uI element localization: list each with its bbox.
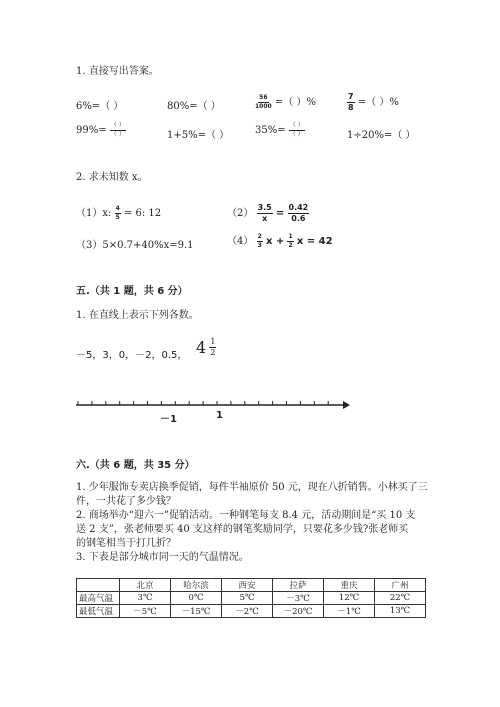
q1-row1-b: 80%=（ ） bbox=[167, 101, 221, 112]
section6-q3: 3. 下表是部分城市同一天的气温情况。 bbox=[76, 552, 249, 563]
section6-q2-line3: 的钢笔相当于打几折？ bbox=[76, 538, 176, 549]
arrow-right-icon bbox=[343, 401, 350, 409]
q1-row2-c: 35%= $\frac{( )}{( )}$ bbox=[255, 122, 304, 138]
temperature-table bbox=[76, 578, 426, 618]
table-cell: －3℃ bbox=[273, 592, 324, 605]
table-cell: －5℃ bbox=[120, 605, 171, 618]
equation-1: （1）x: $\frac{4}{5}$ = 6: 12 bbox=[76, 205, 162, 221]
section5-q1: 1. 在直线上表示下列各数。 bbox=[76, 310, 199, 321]
q1-row2-a: 99%= $\frac{( )}{( )}$ bbox=[76, 122, 125, 138]
table-cell: 5℃ bbox=[222, 592, 273, 605]
q1-row1-c: $\frac{56}{1000}$ =（ ）% bbox=[255, 94, 316, 110]
section6-q2-line2: 送 2 支”，张老师要买 40 支这样的钢笔奖励同学，只要花多少钱?张老师买 bbox=[76, 524, 409, 535]
table-cell: 3℃ bbox=[120, 592, 171, 605]
section6-q2-line1: 2. 商场举办“迎六一”促销活动。一种钢笔每支 8.4 元，活动期间是“买 10 支 bbox=[76, 510, 416, 521]
table-cell: 13℃ bbox=[375, 605, 426, 618]
numbers-list: －5，3，0，－2，0.5， bbox=[76, 350, 188, 361]
section5-heading: 五.（共 1 题，共 6 分） bbox=[76, 286, 188, 297]
table-cell: 12℃ bbox=[324, 592, 375, 605]
table-cell: －20℃ bbox=[273, 605, 324, 618]
q1-row1-d: $\frac{7}{8}$ =（ ）% bbox=[348, 92, 399, 112]
city-header: 哈尔滨 bbox=[171, 579, 222, 592]
table-corner-cell bbox=[77, 579, 120, 592]
table-row bbox=[77, 605, 426, 618]
table-cell: －1℃ bbox=[324, 605, 375, 618]
city-header: 重庆 bbox=[324, 579, 375, 592]
row-label: 最低气温 bbox=[77, 605, 120, 618]
table-header-row bbox=[77, 579, 426, 592]
table-row bbox=[77, 592, 426, 605]
q1-row2-b: 1+5%=（ ） bbox=[167, 130, 230, 141]
mixed-number: 4 $\frac{1}{2}$ bbox=[196, 337, 216, 357]
city-header: 拉萨 bbox=[273, 579, 324, 592]
section6-q1-line2: 件，一共花了多少钱？ bbox=[76, 496, 176, 507]
section1-title: 1. 直接写出答案。 bbox=[76, 66, 159, 77]
table-cell: －2℃ bbox=[222, 605, 273, 618]
section6-q1-line1: 1. 少年服饰专卖店换季促销，每件半袖原价 50 元，现在八折销售。小林买了三 bbox=[76, 482, 428, 493]
q1-row1-a: 6%=（ ） bbox=[76, 101, 124, 112]
table-cell: －15℃ bbox=[171, 605, 222, 618]
equation-2: （2） $\frac{3.5}{x}$ = $\frac{0.42}{0.6}$ bbox=[227, 203, 309, 223]
section6-heading: 六.（共 6 题，共 35 分） bbox=[76, 460, 195, 471]
label-one: 1 bbox=[216, 410, 223, 421]
table-cell: 22℃ bbox=[375, 592, 426, 605]
equation-4: （4） $\frac{2}{3}$ x + $\frac{1}{2}$ x = 42 bbox=[227, 233, 333, 249]
q1-row2-d: 1÷20%=（ ） bbox=[347, 130, 416, 141]
table-cell: 0℃ bbox=[171, 592, 222, 605]
city-header: 西安 bbox=[222, 579, 273, 592]
equation-3: （3）5×0.7+40%x=9.1 bbox=[76, 240, 194, 251]
row-label: 最高气温 bbox=[77, 592, 120, 605]
section2-title: 2. 求未知数 x。 bbox=[76, 172, 148, 183]
label-negative-one: －1 bbox=[160, 414, 177, 425]
city-header: 广州 bbox=[375, 579, 426, 592]
city-header: 北京 bbox=[120, 579, 171, 592]
